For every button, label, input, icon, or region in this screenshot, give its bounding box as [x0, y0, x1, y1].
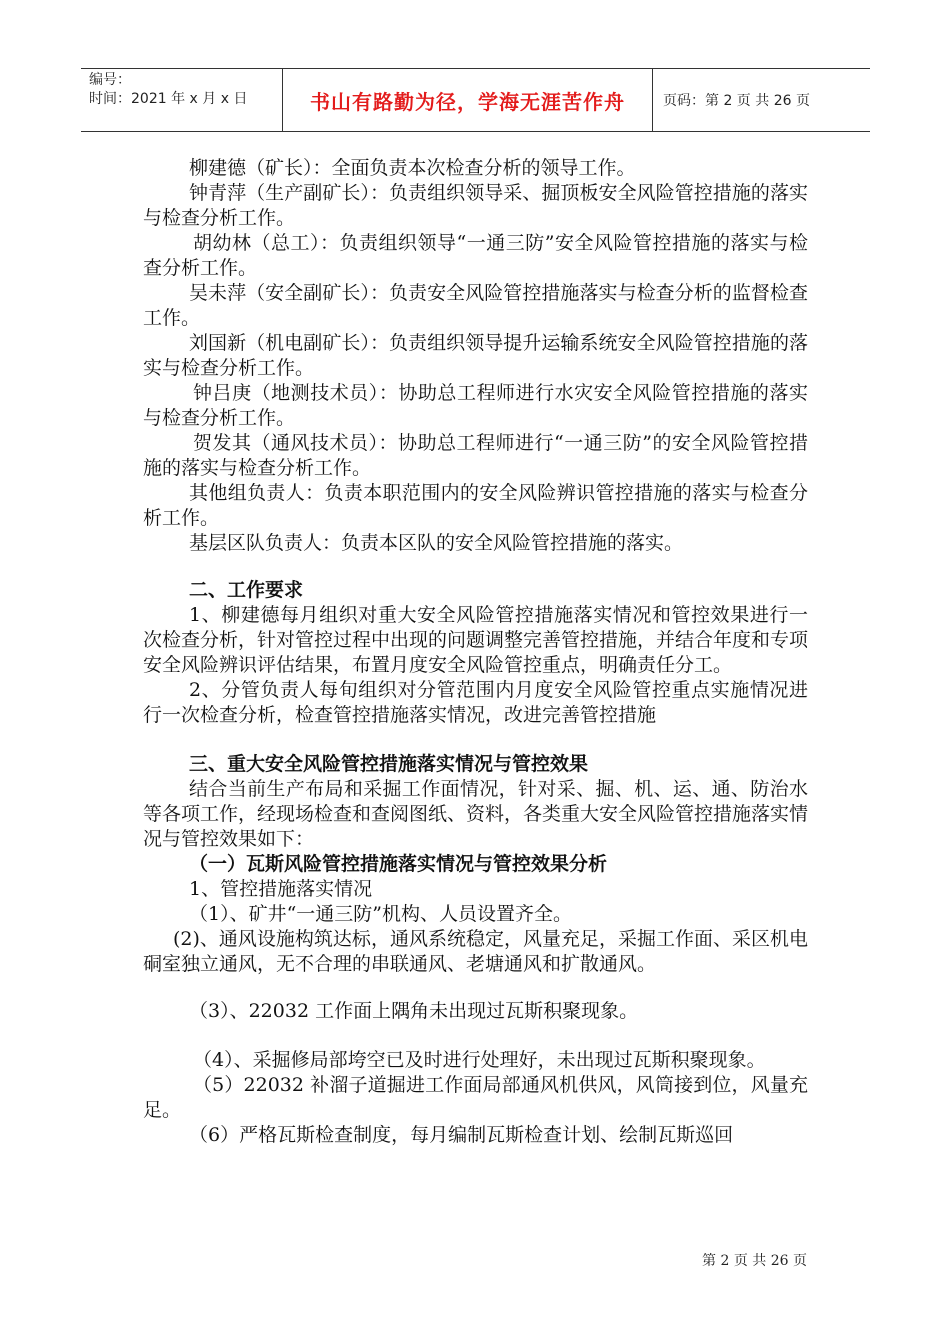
page-footer: 第 2 页 共 26 页 [702, 1253, 807, 1269]
paragraph: 其他组负责人：负责本职范围内的安全风险辨识管控措施的落实与检查分析工作。 [143, 482, 808, 529]
paragraph: 2、分管负责人每旬组织对分管范围内月度安全风险管控重点实施情况进行一次检查分析，检查管控措施落实情况，改进完善管控措施 [143, 679, 808, 726]
paragraph: 基层区队负责人：负责本区队的安全风险管控措施的落实。 [189, 532, 684, 554]
subsection-heading: （一）瓦斯风险管控措施落实情况与管控效果分析 [189, 853, 608, 875]
header-number: 编号： [89, 72, 131, 88]
list-item: （4）、采掘修局部垮空已及时进行处理好，未出现过瓦斯积聚现象。 [193, 1049, 766, 1071]
paragraph: 刘国新（机电副矿长）：负责组织领导提升运输系统安全风险管控措施的落实与检查分析工作。 [143, 332, 808, 379]
paragraph: 胡幼林（总工）：负责组织领导“一通三防”安全风险管控措施的落实与检查分析工作。 [143, 232, 808, 279]
list-item: （3）、22032 工作面上隅角未出现过瓦斯积聚现象。 [189, 1000, 639, 1022]
header-motto-cell [282, 69, 653, 131]
paragraph: 结合当前生产布局和采掘工作面情况，针对采、掘、机、运、通、防治水等各项工作，经现场检查和查阅图纸、资料，各类重大安全风险管控措施落实情况与管控效果如下： [143, 778, 809, 850]
paragraph: 钟青萍（生产副矿长）：负责组织领导采、掘顶板安全风险管控措施的落实与检查分析工作。 [143, 182, 808, 229]
list-item: （1）、矿井“一通三防”机构、人员设置齐全。 [189, 903, 573, 925]
header-page-info: 页码：第 2 页 共 26 页 [663, 93, 810, 109]
list-item: (2)、通风设施构筑达标，通风系统稳定，风量充足，采掘工作面、采区机电硐室独立通风，无不合理的串联通风、老塘通风和扩散通风。 [143, 928, 808, 975]
document-body [143, 156, 808, 1148]
paragraph: 1、管控措施落实情况 [189, 878, 373, 900]
list-item: （6）严格瓦斯检查制度，每月编制瓦斯检查计划、绘制瓦斯巡回 [189, 1124, 734, 1146]
paragraph: 柳建德（矿长）：全面负责本次检查分析的领导工作。 [189, 157, 636, 179]
header-meta [81, 69, 282, 131]
paragraph: 1、柳建德每月组织对重大安全风险管控措施落实情况和管控效果进行一次检查分析，针对管控过程中出现的问题调整完善管控措施，并结合年度和专项安全风险辨识评估结果，布置月度安全风险管控重点，明确责任分工。 [143, 604, 809, 676]
section-heading: 二、工作要求 [189, 579, 304, 601]
paragraph: 吴未萍（安全副矿长）：负责安全风险管控措施落实与检查分析的监督检查工作。 [143, 282, 808, 329]
paragraph: 钟吕庚（地测技术员）：协助总工程师进行水灾安全风险管控措施的落实与检查分析工作。 [143, 382, 808, 429]
list-item: （5）22032 补溜子道掘进工作面局部通风机供风，风筒接到位，风量充足。 [143, 1074, 808, 1121]
page-header [81, 68, 870, 132]
header-motto: 书山有路勤为径，学海无涯苦作舟 [310, 89, 625, 114]
paragraph: 贺发其（通风技术员）：协助总工程师进行“一通三防”的安全风险管控措施的落实与检查分析工作。 [143, 432, 808, 479]
section-heading: 三、重大安全风险管控措施落实情况与管控效果 [189, 753, 589, 775]
header-time: 时间：2021 年 x 月 x 日 [89, 91, 248, 107]
